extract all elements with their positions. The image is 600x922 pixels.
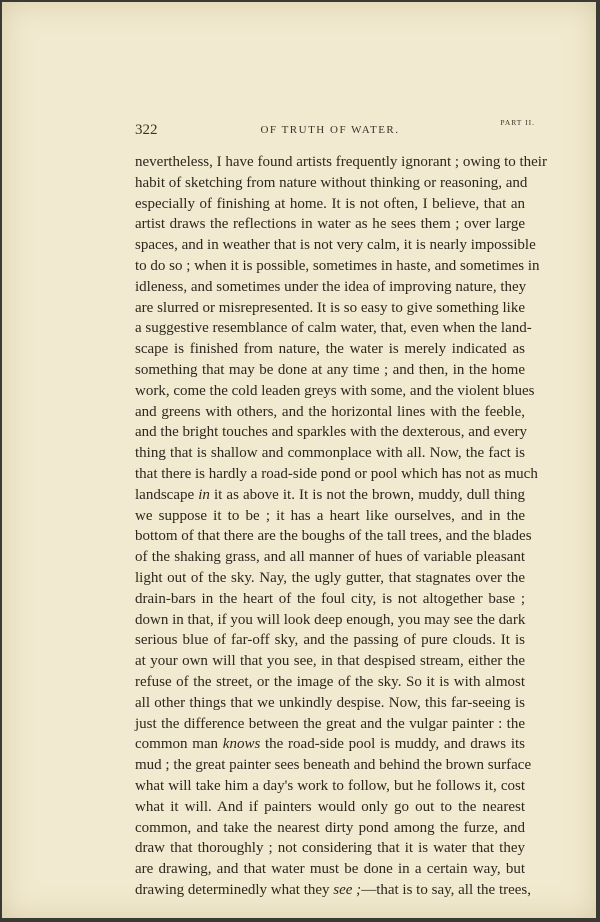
text-line [135, 235, 536, 256]
text-segment: nevertheless, I have found artists frequently ignorant ; owing to their [135, 154, 547, 170]
text-segment: spaces, and in weather that is not very calm, it is nearly impossible [135, 237, 536, 254]
text-line [135, 693, 525, 714]
text-line [135, 298, 525, 319]
text-segment: a suggestive resemblance of calm water, that, even when the land- [135, 320, 532, 337]
text-line [135, 402, 525, 423]
text-line [135, 630, 525, 651]
text-segment: common man [135, 736, 223, 753]
text-segment: especially of finishing at home. It is not often, I believe, that an [135, 195, 525, 212]
text-segment: and the bright touches and sparkles with the dexterous, and every [135, 424, 527, 441]
text-line [135, 277, 525, 298]
italic-text: in [198, 486, 210, 503]
text-line [135, 610, 525, 631]
text-line [135, 589, 525, 610]
text-segment: —that is to say, all the trees, [361, 881, 532, 898]
body-text [135, 152, 547, 901]
text-segment: bottom of that there are the boughs of the tall trees, and the blades [135, 528, 532, 545]
text-segment: draw that thoroughly ; not considering that it is water that they [135, 840, 525, 857]
text-segment: at your own will that you see, in that despised stream, either the [135, 653, 525, 670]
page-number: 322 [135, 122, 158, 138]
text-segment: landscape [135, 486, 199, 503]
text-segment: drain-bars in the heart of the foul city, is not altogether base ; [135, 590, 525, 607]
text-line [135, 318, 532, 339]
text-segment: to do so ; when it is possible, sometimes in haste, and sometimes in [135, 257, 540, 274]
text-line [135, 256, 540, 277]
text-line [135, 818, 525, 839]
text-segment: just the difference between the great and the vulgar painter : the [135, 715, 525, 732]
text-segment: what it will. And if painters would only go out to the nearest [135, 798, 525, 815]
text-segment: the road-side pool is muddy, and draws its [260, 736, 525, 753]
text-segment: that there is hardly a road-side pond or pool which has not as much [135, 465, 538, 482]
text-segment: we suppose it to be ; it has a heart like ourselves, and in the [135, 507, 525, 524]
text-segment: of the shaking grass, and all manner of hues of variable pleasant [135, 549, 525, 566]
text-segment: thing that is shallow and commonplace with all. Now, the fact is [135, 445, 525, 462]
text-line [135, 859, 525, 880]
running-header [135, 118, 535, 140]
text-line [135, 443, 525, 464]
italic-text: see ; [333, 881, 362, 898]
text-line [135, 152, 547, 173]
text-line [135, 485, 525, 506]
text-line [135, 568, 525, 589]
text-segment: mud ; the great painter sees beneath and behind the brown surface [135, 757, 532, 774]
text-segment: scape is finished from nature, the water is merely indicated as [135, 341, 525, 358]
text-line [135, 776, 525, 797]
text-segment: all other things that we unkindly despise. Now, this far-seeing is [135, 694, 525, 711]
text-segment: refuse of the street, or the image of the sky. So it is with almost [135, 673, 525, 690]
text-segment: common, and take the nearest dirty pond among the furze, and [135, 819, 525, 836]
text-segment: drawing determinedly what they [135, 881, 334, 898]
text-line [135, 422, 525, 443]
text-segment: it as above it. It is not the brown, muddy, dull thing [209, 486, 525, 503]
text-segment: light out of the sky. Nay, the ugly gutter, that stagnates over the [135, 569, 525, 586]
text-line [135, 214, 525, 235]
text-line [135, 506, 525, 527]
text-segment: something that may be done at any time ; and then, in the home [135, 361, 525, 378]
text-segment: idleness, and sometimes under the idea of improving nature, they [135, 278, 527, 295]
text-line [135, 672, 525, 693]
running-title: OF TRUTH OF WATER. [260, 124, 400, 136]
text-segment: habit of sketching from nature without thinking or reasoning, and [135, 174, 528, 191]
text-line [135, 797, 525, 818]
part-label: PART II. [500, 118, 535, 127]
text-line [135, 714, 525, 735]
text-line [135, 464, 538, 485]
text-segment: work, come the cold leaden greys with some, and the violent blues [135, 382, 535, 399]
text-segment: are slurred or misrepresented. It is so easy to give something like [135, 299, 525, 316]
book-page [2, 2, 596, 918]
text-line [135, 880, 532, 901]
text-segment: serious blue of far-off sky, and the passing of pure clouds. It is [135, 632, 525, 649]
text-line [135, 194, 525, 215]
italic-text: knows [222, 736, 261, 753]
text-line [135, 838, 525, 859]
text-segment: artist draws the reflections in water as he sees them ; over large [135, 216, 525, 233]
text-line [135, 651, 525, 672]
text-line [135, 734, 525, 755]
text-line [135, 173, 528, 194]
text-line [135, 526, 532, 547]
text-segment: what will take him a day's work to follow, but he follows it, cost [135, 777, 525, 794]
text-line [135, 339, 525, 360]
text-segment: and greens with others, and the horizontal lines with the feeble, [135, 403, 525, 420]
text-segment: down in that, if you will look deep enough, you may see the dark [135, 611, 526, 628]
text-line [135, 381, 535, 402]
text-segment: are drawing, and that water must be done in a certain way, but [135, 861, 525, 878]
text-line [135, 547, 525, 568]
text-line [135, 755, 532, 776]
text-line [135, 360, 525, 381]
